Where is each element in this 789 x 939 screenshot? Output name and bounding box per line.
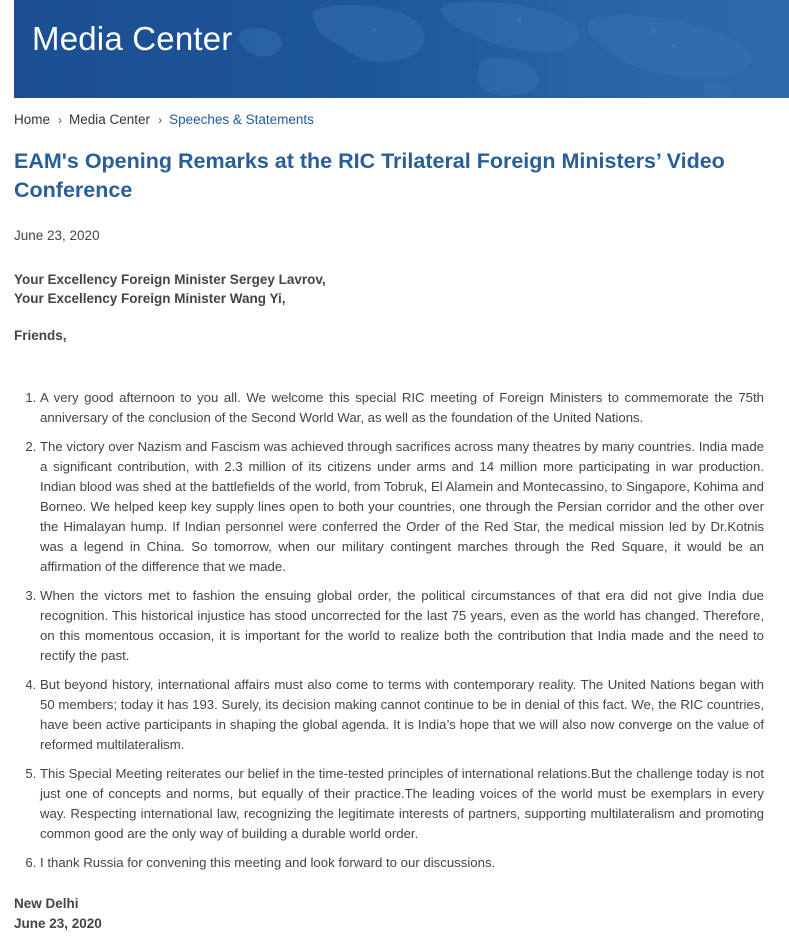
breadcrumb [14,112,314,127]
sign-off-date: June 23, 2020 [14,916,102,931]
speech-point: 5. This Special Meeting reiterates our belief in the time-tested principles of international relations.But the challenge today is not just one of concepts and norms, but equally of their practice.The leading voices of the world must be exemplars in every way. Respecting international law, recognizing the legitimate interests of partners, supporting multilateralism and promoting common good are the only way of building a durable world order. [40,764,764,844]
salutation [14,270,326,308]
breadcrumb-media-center-link[interactable]: Media Center [69,112,151,127]
breadcrumb-separator: › [58,113,63,127]
breadcrumb-current-link[interactable]: Speeches & Statements [169,112,314,127]
sign-off-place: New Delhi [14,896,79,911]
speech-point: 2. The victory over Nazism and Fascism was achieved through sacrifices across many theatres by many countries. India made a significant contribution, with 2.3 million of its citizens under arms and 14 million more participating in war production. Indian blood was shed at the battlefields of the world, from Tobruk, El Alamein and Montecassino, to Singapore, Kohima and Borneo. We helped keep key supply lines open to both your countries, one through the Persian corridor and the other over the Himalayan hump. If Indian personnel were conferred the Order of the Red Star, the medical mission led by Dr.Kotnis was a legend in China. So tomorrow, when our military contingent marches through the Red Square, it would be an affirmation of the difference that we made. [40,437,764,577]
speech-point: 1. A very good afternoon to you all. We welcome this special RIC meeting of Foreign Ministers to commemorate the 75th anniversary of the conclusion of the Second World War, as well as the foundation of the United Nations. [40,388,764,428]
breadcrumb-home-link[interactable]: Home [14,112,51,127]
greeting: Friends, [14,328,67,343]
page-title: EAM's Opening Remarks at the RIC Trilateral Foreign Ministers’ Video Conference [14,149,725,202]
breadcrumb-separator: › [158,113,163,127]
banner-title: Media Center [32,20,233,57]
speech-point: 6. I thank Russia for convening this meeting and look forward to our discussions. [40,853,764,873]
salutation-line: Your Excellency Foreign Minister Sergey Lavrov, [14,272,326,287]
speech-point: 4. But beyond history, international affairs must also come to terms with contemporary reality. The United Nations began with 50 members; today it has 193. Surely, its decision making cannot continue to be in denial of this fact. We, the RIC countries, have been active participants in shaping the global agenda. It is India’s hope that we will also now converge on the value of reformed multilateralism. [40,675,764,755]
speech-point: 3. When the victors met to fashion the ensuing global order, the political circumstances of that era did not give India due recognition. This historical injustice has stood uncorrected for the last 75 years, even as the world has changed. Therefore, on this momentous occasion, it is important for the world to realize both the contribution that India made and the need to rectify the past. [40,586,764,666]
publish-date: June 23, 2020 [14,228,100,243]
speech-points-list [0,388,764,882]
media-center-banner [14,0,789,98]
salutation-line: Your Excellency Foreign Minister Wang Yi, [14,291,286,306]
